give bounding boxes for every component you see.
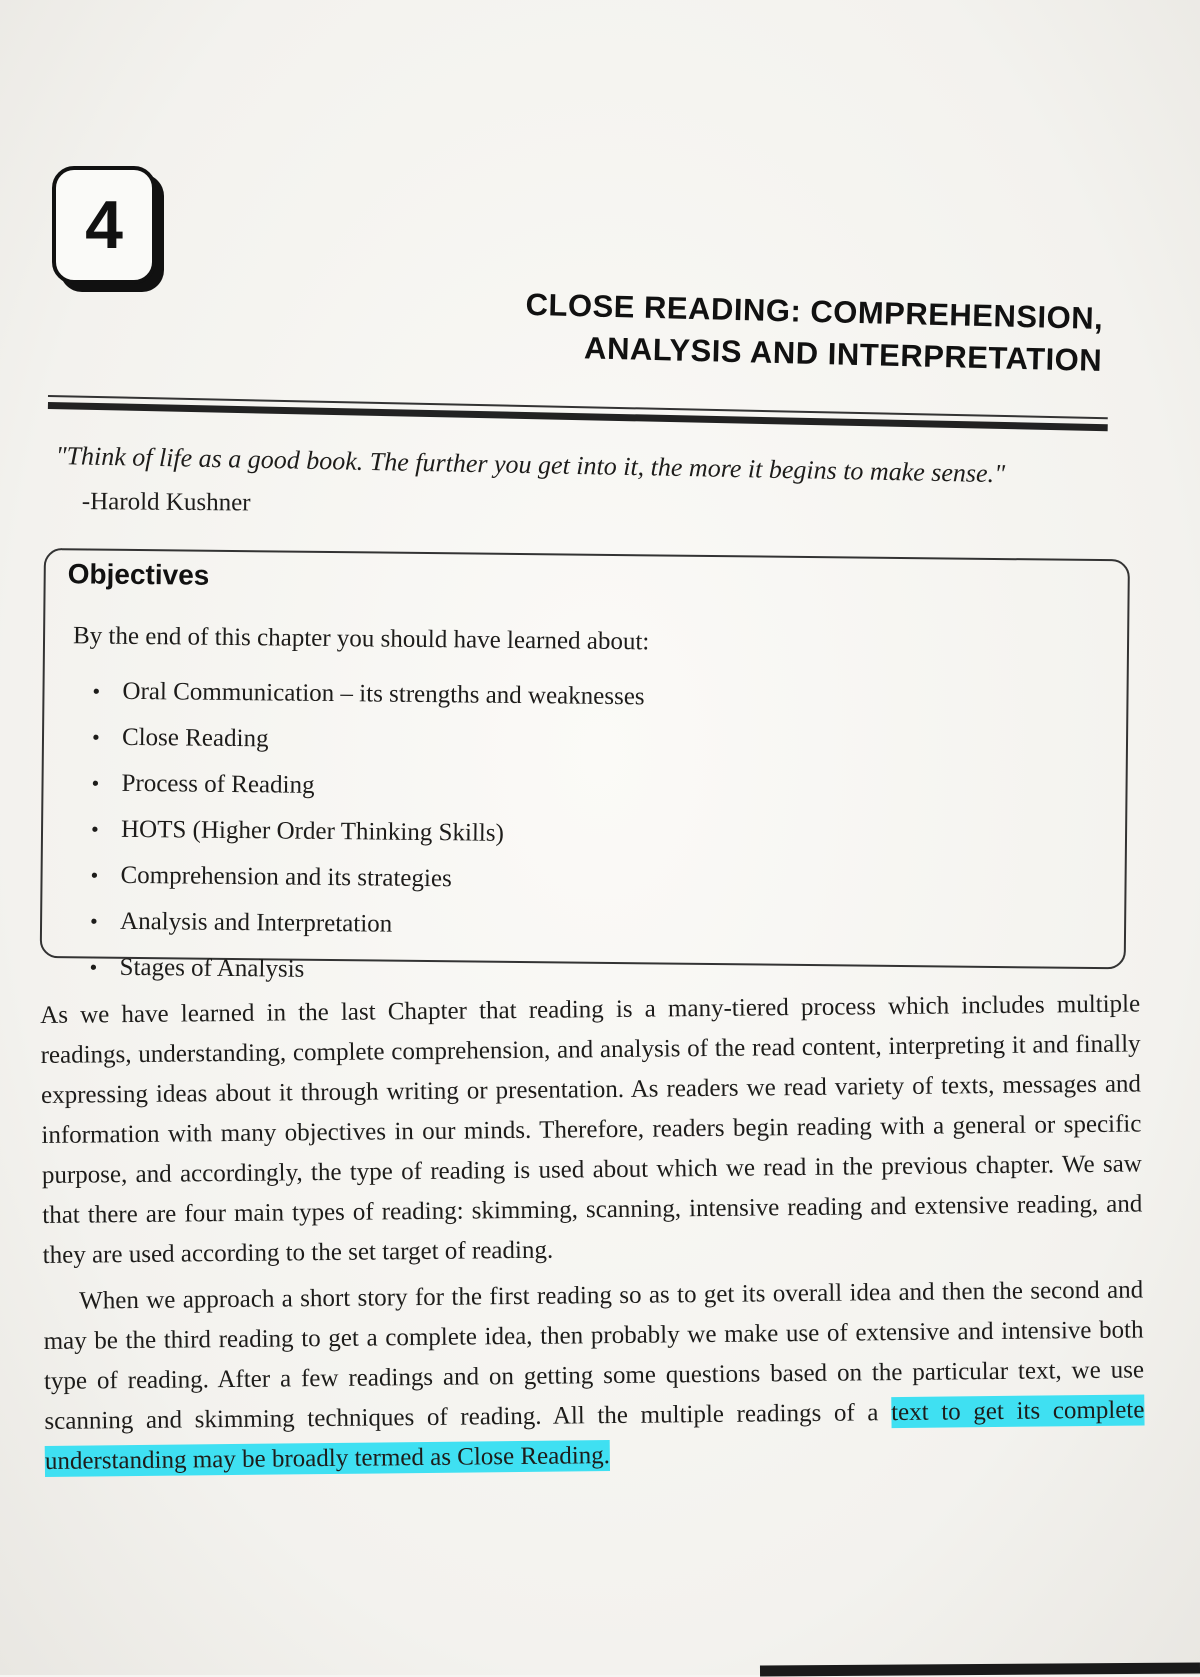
chapter-title — [524, 284, 1104, 382]
chapter-number: 4 — [85, 187, 123, 263]
list-item-text: Close Reading — [121, 723, 269, 753]
list-item-text: Analysis and Interpretation — [119, 907, 393, 938]
list-item — [89, 945, 642, 997]
list-item-text: Stages of Analysis — [119, 953, 305, 983]
highlighted-text: text to get its complete understanding may be broadly termed as Close Reading. — [44, 1396, 1145, 1475]
body-text — [40, 984, 1145, 1487]
bullet-icon: • — [90, 862, 99, 888]
list-item-text: Comprehension and its strategies — [120, 861, 452, 893]
chapter-title-line-1: CLOSE READING: COMPREHENSION, — [525, 286, 1104, 336]
body-paragraph-2 — [43, 1270, 1145, 1482]
list-item — [92, 669, 645, 721]
objectives-list — [89, 669, 644, 997]
objectives-intro: By the end of this chapter you should have learned about: — [72, 622, 650, 656]
objectives-heading: Objectives — [67, 558, 210, 591]
objectives-box — [40, 548, 1130, 983]
bullet-icon: • — [91, 770, 100, 796]
list-item-text: Process of Reading — [121, 769, 315, 799]
chapter-title-line-2: ANALYSIS AND INTERPRETATION — [584, 330, 1103, 378]
list-item — [92, 715, 645, 767]
body-paragraph-1: As we have learned in the last Chapter that reading is a many-tiered process which includes multiple readings, understanding, complete comprehension, and analysis of the read content, interpreting it and finally expressing ideas about it through writing or presentation. As readers we read variety of texts, messages and information with many objectives in our minds. Therefore, readers begin reading with a general or specific purpose, and accordingly, the type of reading is used about which we read in the previous chapter. We saw that there are four main types of reading: skimming, scanning, intensive reading and extensive reading, and they are used according to the set target of reading. — [40, 990, 1143, 1269]
body-paragraph-2-text: When we approach a short story for the first reading so as to get its overall idea and then the second and may be the third reading to get a complete idea, then probably we make use of extensive and intensive both type of reading. After a few readings and on getting some questions based on the particular text, we use scanning and skimming techniques of reading. All the multiple readings of a — [43, 1276, 1145, 1435]
bullet-icon: • — [92, 678, 101, 704]
epigraph-author: -Harold Kushner — [81, 487, 251, 517]
bullet-icon: • — [91, 724, 100, 750]
list-item — [90, 899, 643, 951]
bullet-icon: • — [89, 954, 98, 980]
list-item-text: Oral Communication – its strengths and weaknesses — [122, 677, 645, 711]
list-item-text: HOTS (Higher Order Thinking Skills) — [120, 815, 505, 847]
list-item — [91, 807, 644, 859]
bullet-icon: • — [89, 908, 98, 934]
chapter-number-badge — [52, 166, 156, 284]
list-item — [91, 761, 644, 813]
list-item — [90, 853, 643, 905]
epigraph-quote: "Think of life as a good book. The further you get into it, the more it begins to make sense." — [55, 440, 1006, 489]
bullet-icon: • — [90, 816, 99, 842]
page-edge-shadow — [760, 1662, 1200, 1676]
